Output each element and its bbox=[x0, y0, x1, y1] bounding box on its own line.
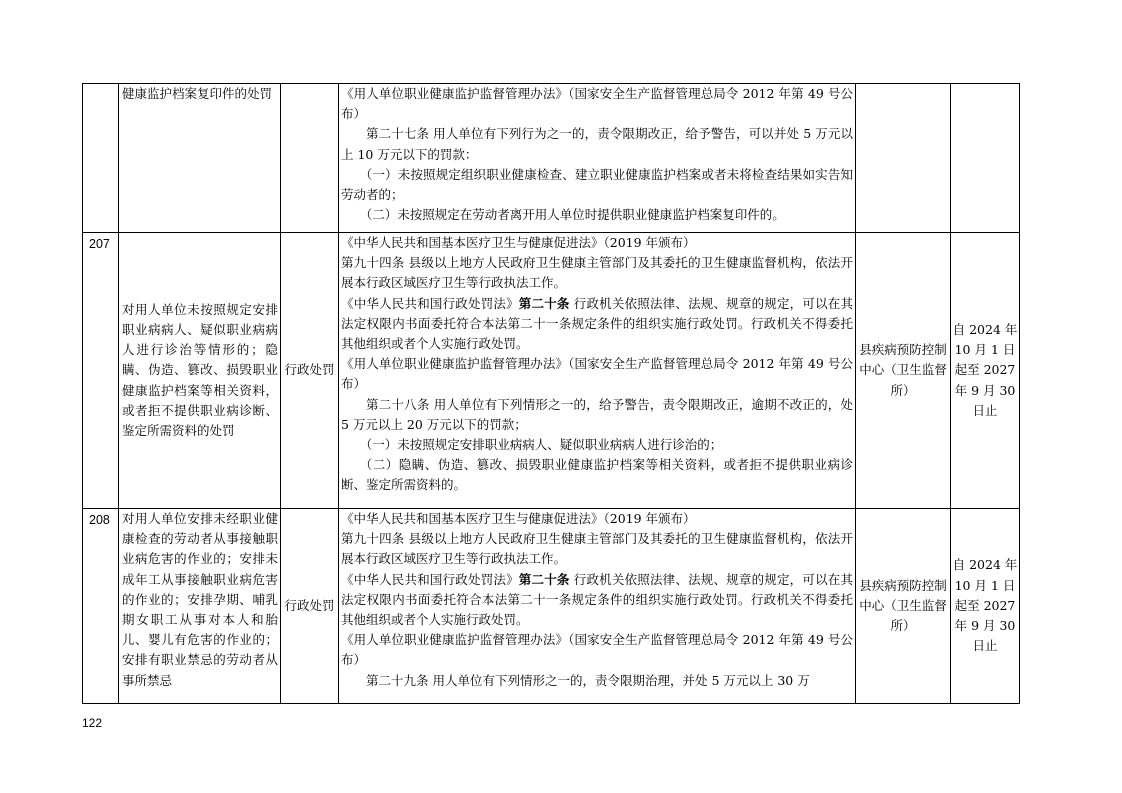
item-name: 对用人单位未按照规定安排职业病病人、疑似职业病病人进行诊治等情形的；隐瞒、伪造、篡改、损毁职业健康监护档案等相关资料，或者拒不提供职业病诊断、鉴定所需资料的处罚 bbox=[119, 233, 281, 509]
item-category: 行政处罚 bbox=[281, 233, 339, 509]
article-number: 第二十条 bbox=[518, 295, 570, 311]
basis-line: （二）未按照规定在劳动者离开用人单位时提供职业健康监护档案复印件的。 bbox=[359, 207, 785, 223]
basis-line: （二）隐瞒、伪造、篡改、损毁职业健康监护档案等相关资料，或者拒不提供职业病诊断、鉴定所需资料的。 bbox=[341, 457, 853, 493]
entrustment-period: 自 2024 年 10 月 1 日起至 2027 年 9 月 30 日止 bbox=[951, 509, 1020, 704]
table-row bbox=[83, 509, 1020, 704]
basis-line: 第九十四条 县级以上地方人民政府卫生健康主管部门及其委托的卫生健康监督机构，依法开展本行政区域医疗卫生等行政执法工作。 bbox=[341, 255, 853, 291]
basis-line: 第二十七条 用人单位有下列行为之一的，责令限期改正，给予警告，可以并处 5 万元以上 10 万元以下的罚款： bbox=[341, 126, 853, 162]
row-number: 207 bbox=[83, 233, 119, 509]
enforcement-org: 县疾病预防控制中心（卫生监督所） bbox=[856, 509, 951, 704]
item-name: 对用人单位安排未经职业健康检查的劳动者从事接触职业病危害的作业的；安排未成年工从事接触职业病危害的作业的；安排孕期、哺乳期女职工从事对本人和胎儿、婴儿有危害的作业的；安排有职业禁忌的劳动者从事所禁忌 bbox=[119, 509, 281, 704]
law-title: 《中华人民共和国行政处罚法》 bbox=[341, 295, 519, 311]
article-text: 行政机关依照法律、法规、规章的规定，可以在其法定权限内书面委托符合本法第二十一条规定条件的组织实施行政处罚。行政机关不得委托其他组织或者个人实施行政处罚。 bbox=[341, 295, 853, 352]
enforcement-org bbox=[856, 84, 951, 233]
entrustment-period: 自 2024 年 10 月 1 日起至 2027 年 9 月 30 日止 bbox=[951, 233, 1020, 509]
basis-line: 第九十四条 县级以上地方人民政府卫生健康主管部门及其委托的卫生健康监督机构，依法开展本行政区域医疗卫生等行政执法工作。 bbox=[341, 531, 853, 567]
basis-line: 《用人单位职业健康监护监督管理办法》（国家安全生产监督管理总局令 2012 年第 49 号公布） bbox=[341, 632, 853, 668]
item-category bbox=[281, 84, 339, 233]
article-number: 第二十条 bbox=[518, 571, 570, 587]
basis-line bbox=[341, 570, 853, 631]
item-category: 行政处罚 bbox=[281, 509, 339, 704]
page-number: 122 bbox=[82, 716, 103, 730]
law-title: 《中华人民共和国行政处罚法》 bbox=[341, 571, 519, 587]
table-row bbox=[83, 233, 1020, 509]
basis-line: 《用人单位职业健康监护监督管理办法》（国家安全生产监督管理总局令 2012 年第 49 号公布） bbox=[341, 86, 853, 122]
item-name: 健康监护档案复印件的处罚 bbox=[119, 84, 281, 233]
row-number: 208 bbox=[83, 509, 119, 704]
basis-line: 《中华人民共和国基本医疗卫生与健康促进法》（2019 年颁布） bbox=[341, 511, 696, 526]
basis-line: 第二十八条 用人单位有下列情形之一的，给予警告，责令限期改正，逾期不改正的，处 5 万元以上 20 万元以下的罚款； bbox=[341, 396, 853, 432]
law-enforcement-table bbox=[82, 83, 1020, 704]
entrustment-period bbox=[951, 84, 1020, 233]
legal-basis bbox=[339, 233, 856, 509]
table-row bbox=[83, 84, 1020, 233]
legal-basis bbox=[339, 509, 856, 704]
basis-line: （一）未按照规定组织职业健康检查、建立职业健康监护档案或者未将检查结果如实告知劳动者的； bbox=[341, 166, 853, 203]
basis-line: 《中华人民共和国基本医疗卫生与健康促进法》（2019 年颁布） bbox=[341, 235, 696, 250]
article-text: 行政机关依照法律、法规、规章的规定，可以在其法定权限内书面委托符合本法第二十一条规定条件的组织实施行政处罚。行政机关不得委托其他组织或者个人实施行政处罚。 bbox=[341, 571, 853, 628]
basis-line: （一）未按照规定安排职业病病人、疑似职业病病人进行诊治的； bbox=[359, 437, 723, 453]
basis-line: 《用人单位职业健康监护监督管理办法》（国家安全生产监督管理总局令 2012 年第 49 号公布） bbox=[341, 356, 853, 392]
basis-line bbox=[341, 294, 853, 355]
enforcement-org: 县疾病预防控制中心（卫生监督所） bbox=[856, 233, 951, 509]
basis-line: 第二十九条 用人单位有下列情形之一的，责令限期治理，并处 5 万元以上 30 万 bbox=[366, 672, 810, 688]
legal-basis bbox=[339, 84, 856, 233]
row-number bbox=[83, 84, 119, 233]
